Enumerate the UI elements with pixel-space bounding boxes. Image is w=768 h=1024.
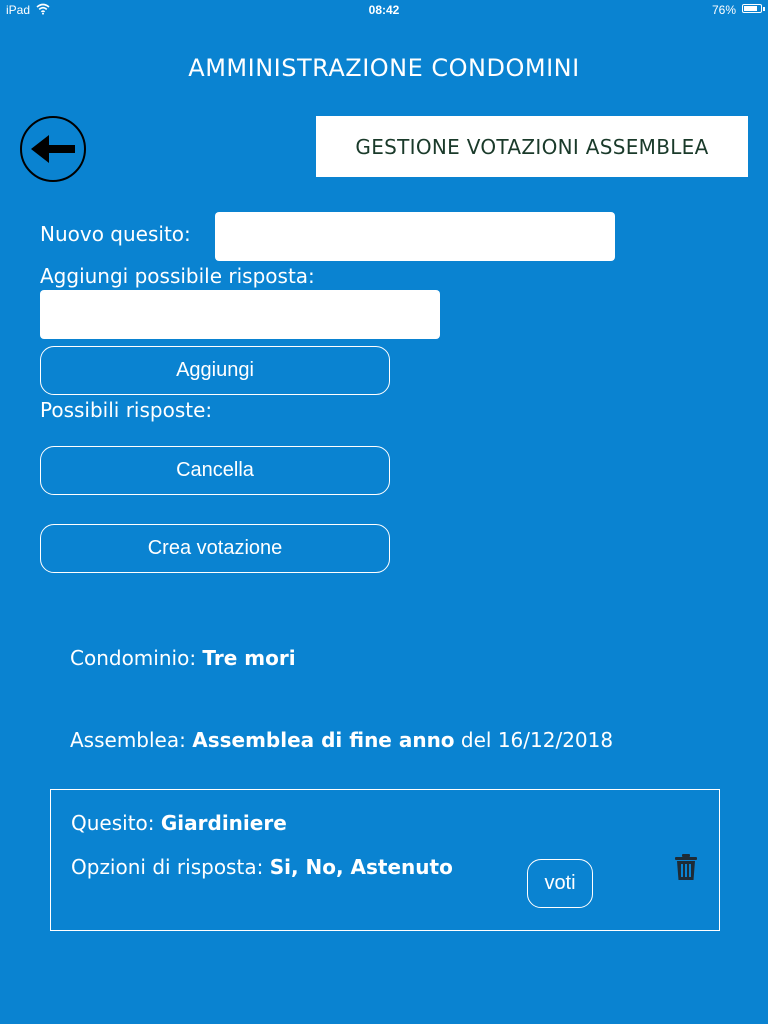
vote-question-line <box>71 811 287 835</box>
votes-button[interactable]: voti <box>527 859 593 908</box>
vote-question-label: Quesito: <box>71 811 155 835</box>
vote-options-label: Opzioni di risposta: <box>71 855 264 879</box>
section-title-button[interactable]: GESTIONE VOTAZIONI ASSEMBLEA <box>316 116 748 177</box>
cancel-button[interactable]: Cancella <box>40 446 390 495</box>
status-device: iPad <box>6 3 31 17</box>
trash-icon[interactable] <box>674 853 698 881</box>
assemblea-date-prefix: del <box>460 728 492 752</box>
assemblea-label: Assemblea: <box>70 728 186 752</box>
condominio-label: Condominio: <box>70 646 197 670</box>
status-bar <box>0 0 768 20</box>
answer-label: Aggiungi possibile risposta: <box>40 264 315 288</box>
question-label: Nuovo quesito: <box>40 222 191 246</box>
vote-question-value: Giardiniere <box>160 811 287 835</box>
condominio-line <box>70 646 296 670</box>
question-input[interactable] <box>215 212 615 261</box>
answers-label: Possibili risposte: <box>40 398 213 422</box>
back-button[interactable] <box>20 116 86 182</box>
answer-input[interactable] <box>40 290 440 339</box>
status-time: 08:42 <box>368 3 400 17</box>
vote-options-value: Si, No, Astenuto <box>269 855 453 879</box>
battery-icon <box>742 4 762 13</box>
assemblea-name: Assemblea di fine anno <box>192 728 455 752</box>
battery-percent: 76% <box>711 3 736 17</box>
add-answer-button[interactable]: Aggiungi <box>40 346 390 395</box>
assemblea-date: 16/12/2018 <box>497 728 614 752</box>
create-vote-button[interactable]: Crea votazione <box>40 524 390 573</box>
arrow-left-icon <box>29 134 77 164</box>
app-title: AMMINISTRAZIONE CONDOMINI <box>188 54 580 82</box>
vote-options-line <box>71 855 453 879</box>
condominio-value: Tre mori <box>202 646 296 670</box>
assemblea-line <box>70 728 613 752</box>
battery-nub <box>763 7 765 11</box>
